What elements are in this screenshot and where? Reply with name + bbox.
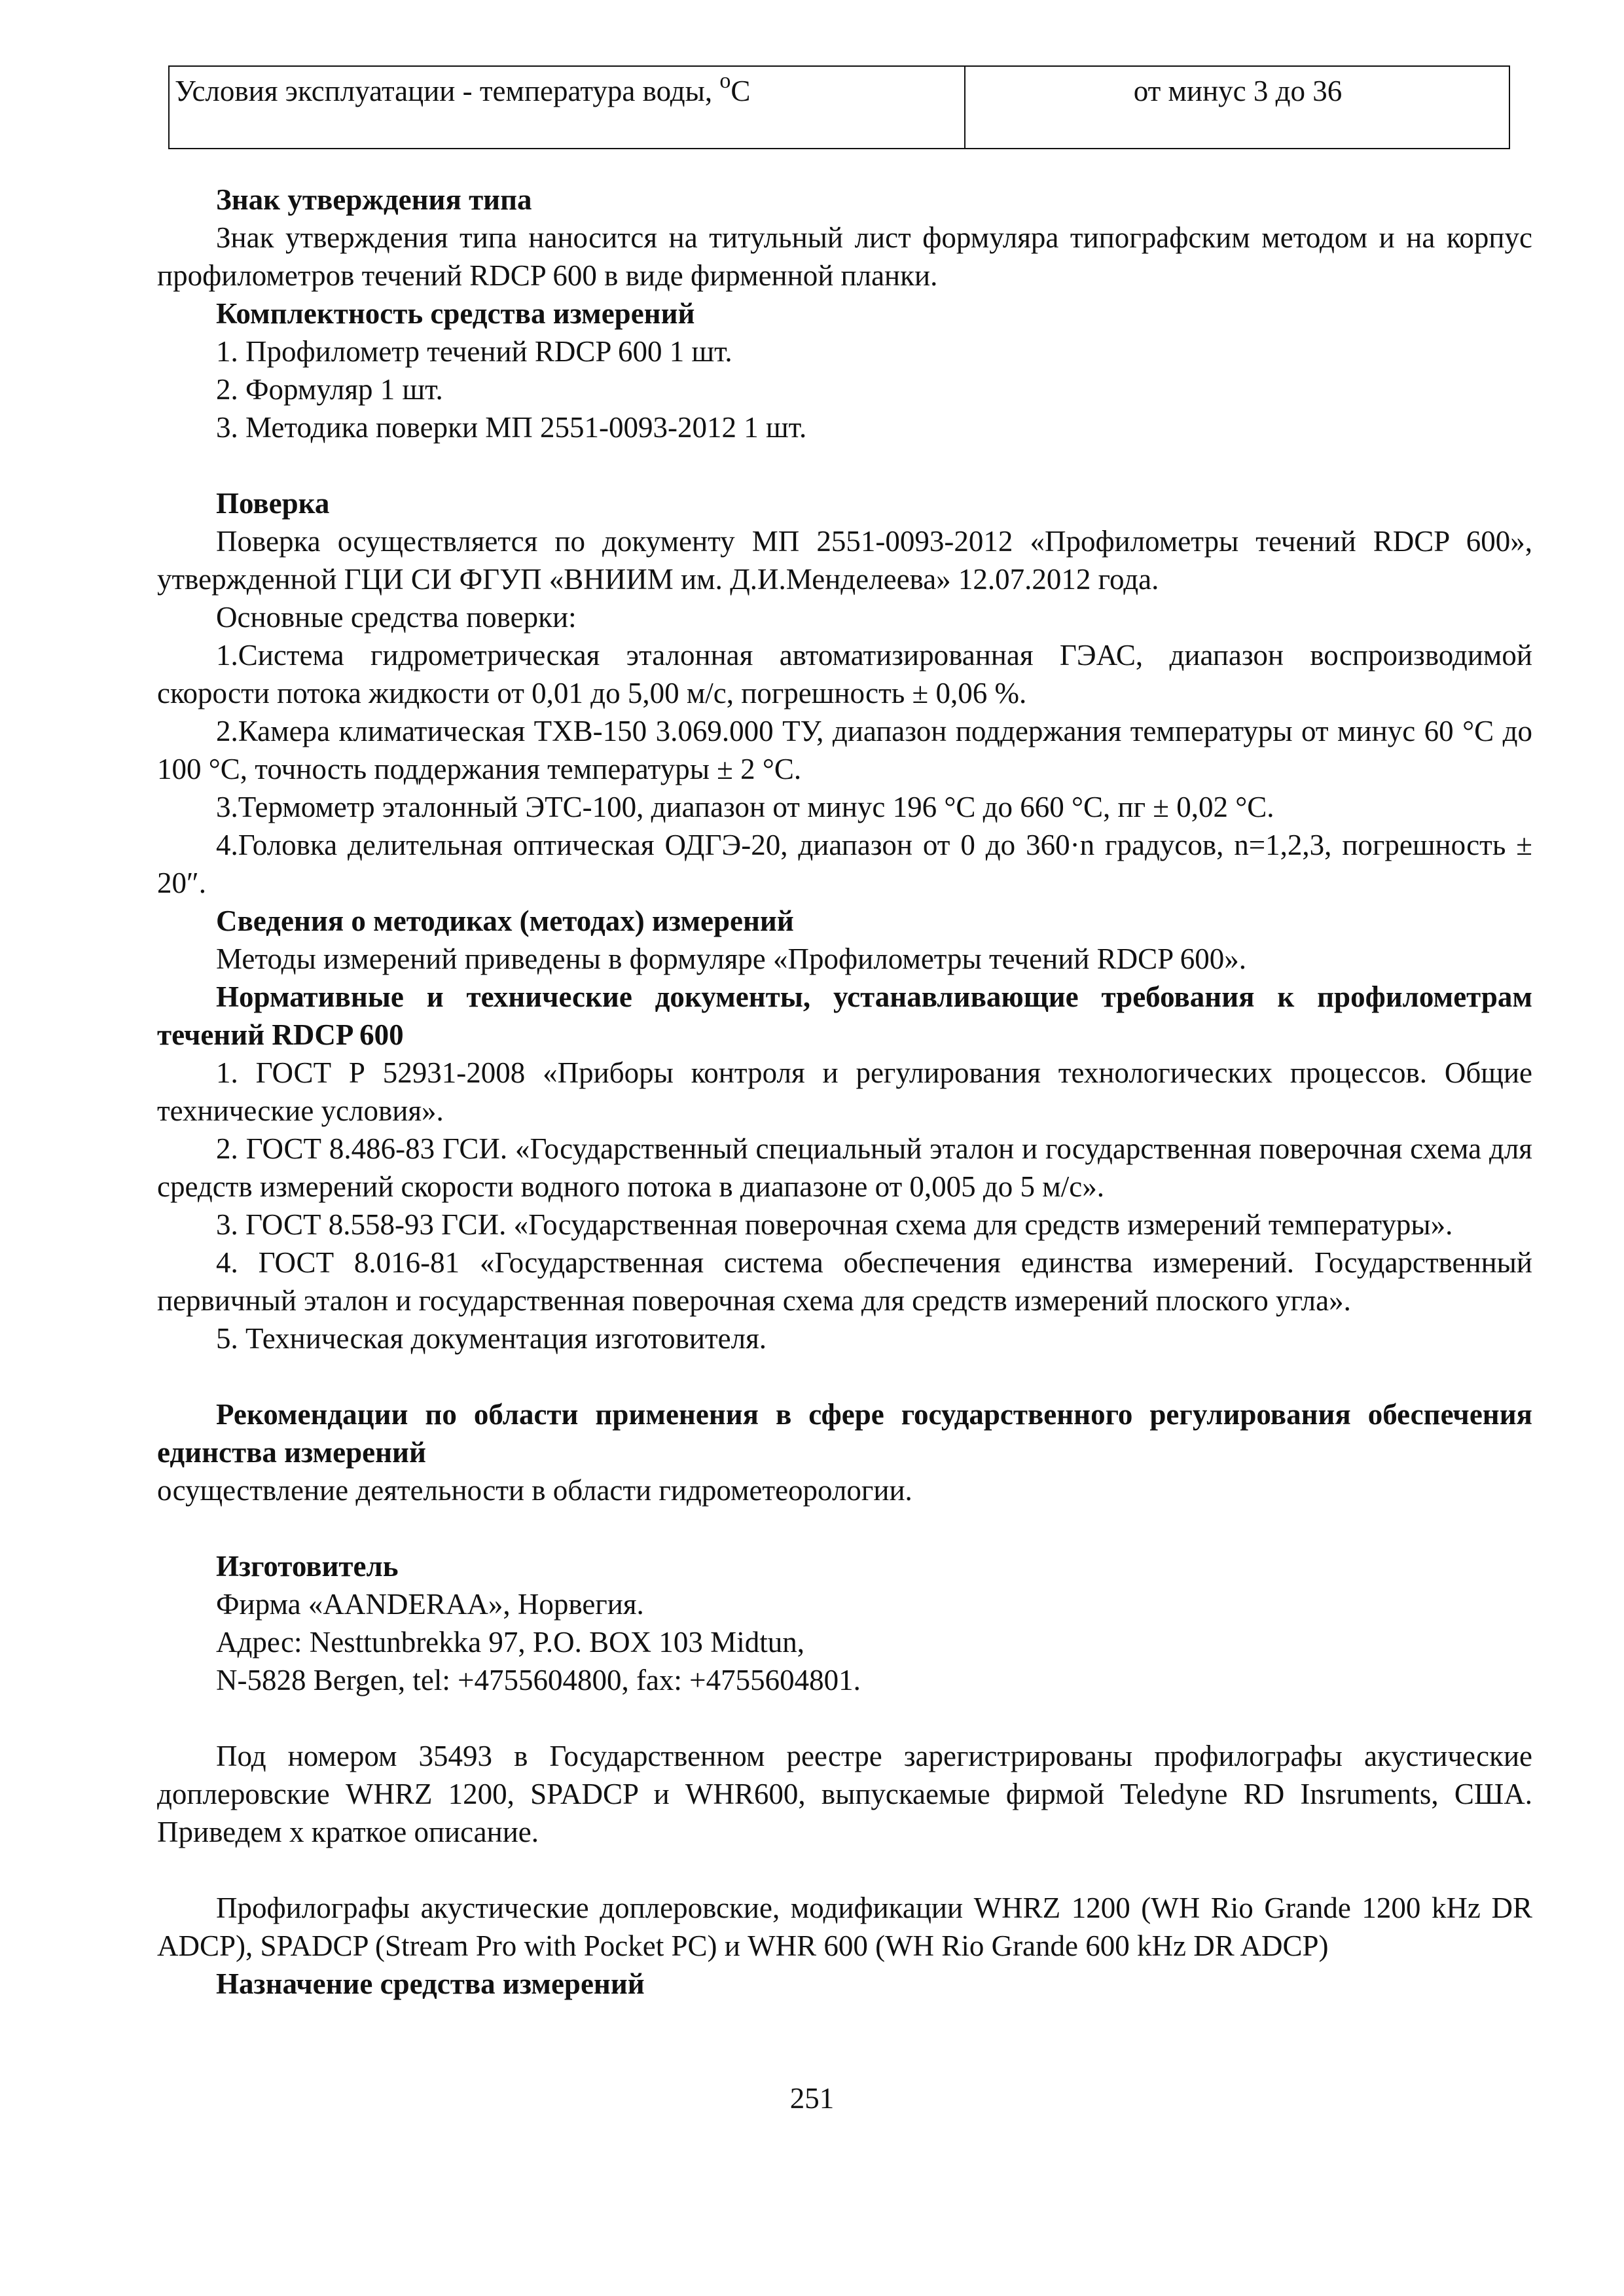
methods-section (157, 902, 1532, 978)
list-item: 2.Камера климатическая ТХВ-150 3.069.000 ТУ, диапазон поддержания температуры от минус 60 °С до 100 °С, точность поддержания температуры ± 2 °С. (157, 715, 1532, 785)
completeness-heading: Комплектность средства измерений (216, 297, 695, 330)
verification-heading: Поверка (216, 487, 330, 520)
completeness-section (157, 295, 1532, 446)
temperature-unit: С (731, 75, 751, 107)
recommendations-section (157, 1395, 1532, 1509)
registry-note: Под номером 35493 в Государственном реестре зарегистрированы профилографы акустические доплеровские WHRZ 1200, SPADCP и WHR600, выпускаемые фирмой Teledyne RD Insruments, США. Приведем х краткое описание. (157, 1740, 1532, 1848)
profilographs-title: Профилографы акустические доплеровские, модификации WHRZ 1200 (WH Rio Grande 1200 kHz DR ADCP), SPADCP (Stream Pro with Pocket PC) и WHR 600 (WH Rio Grande 600 kHz DR ADCP) (157, 1892, 1532, 1962)
list-item: 5. Техническая документация изготовителя. (216, 1322, 767, 1355)
water-temperature-label: Условия эксплуатации - температура воды, (175, 75, 720, 107)
table-row (169, 66, 1509, 149)
list-item: 1.Система гидрометрическая эталонная автоматизированная ГЭАС, диапазон воспроизводимой скорости потока жидкости от 0,01 до 5,00 м/с, погрешность ± 0,06 %. (157, 639, 1532, 709)
list-item: 3. Методика поверки МП 2551-0093-2012 1 шт. (216, 411, 807, 444)
list-item: 4.Головка делительная оптическая ОДГЭ-20, диапазон от 0 до 360·n градусов, n=1,2,3, погрешность ± 20″. (157, 829, 1532, 899)
list-item: 3. ГОСТ 8.558-93 ГСИ. «Государственная поверочная схема для средств измерений температуры». (216, 1208, 1453, 1241)
operating-conditions-table (168, 65, 1510, 149)
degree-mark: о (719, 69, 731, 93)
approval-heading: Знак утверждения типа (216, 183, 532, 216)
recommendations-heading: Рекомендации по области применения в сфере государственного регулирования обеспечения единства измерений (157, 1398, 1532, 1469)
page-number: 251 (789, 2082, 835, 2115)
list-item: 4. ГОСТ 8.016-81 «Государственная система обеспечения единства измерений. Государственный первичный эталон и государственная поверочная схема для средств измерений плоского угла». (157, 1246, 1532, 1317)
methods-text: Методы измерений приведены в формуляре «Профилометры течений RDCP 600». (216, 942, 1246, 975)
list-item: 2. Формуляр 1 шт. (216, 373, 443, 406)
approval-text: Знак утверждения типа наносится на титульный лист формуляра типографским методом и на корпус профилометров течений RDCP 600 в виде фирменной планки. (157, 221, 1532, 292)
manufacturer-section (157, 1547, 1532, 1699)
purpose-heading: Назначение средства измерений (216, 1967, 645, 2000)
recommendations-text: осуществление деятельности в области гидрометеорологии. (157, 1474, 912, 1507)
verification-text: Поверка осуществляется по документу МП 2551-0093-2012 «Профилометры течений RDCP 600», утвержденной ГЦИ СИ ФГУП «ВНИИМ им. Д.И.Менделеева» 12.07.2012 года. (157, 525, 1532, 596)
table-cell-value (965, 66, 1509, 149)
verification-section (157, 484, 1532, 902)
manufacturer-heading: Изготовитель (216, 1550, 399, 1583)
list-item: 1. Профилометр течений RDCP 600 1 шт. (216, 335, 732, 368)
approval-section (157, 181, 1532, 295)
list-item: 2. ГОСТ 8.486-83 ГСИ. «Государственный специальный эталон и государственная поверочная схема для средств измерений скорости водного потока в диапазоне от 0,005 до 5 м/с». (157, 1132, 1532, 1203)
normative-section (157, 978, 1532, 1357)
manufacturer-line: N-5828 Bergen, tel: +4755604800, fax: +4755604801. (216, 1664, 861, 1696)
list-item: 3.Термометр эталонный ЭТС-100, диапазон от минус 196 °С до 660 °С, пг ± 0,02 °С. (216, 791, 1274, 823)
table-cell-label (169, 66, 965, 149)
manufacturer-line: Адрес: Nesttunbrekka 97, P.O. BOX 103 Midtun, (216, 1626, 804, 1659)
water-temperature-range: от минус 3 до 36 (1133, 75, 1343, 107)
methods-heading: Сведения о методиках (методах) измерений (216, 905, 794, 937)
list-item: 1. ГОСТ Р 52931-2008 «Приборы контроля и регулирования технологических процессов. Общие технические условия». (157, 1056, 1532, 1127)
verification-means-label: Основные средства поверки: (216, 601, 577, 634)
normative-heading: Нормативные и технические документы, устанавливающие требования к профилометрам течений RDCP 600 (157, 980, 1532, 1051)
manufacturer-line: Фирма «AANDERAA», Норвегия. (216, 1588, 644, 1621)
